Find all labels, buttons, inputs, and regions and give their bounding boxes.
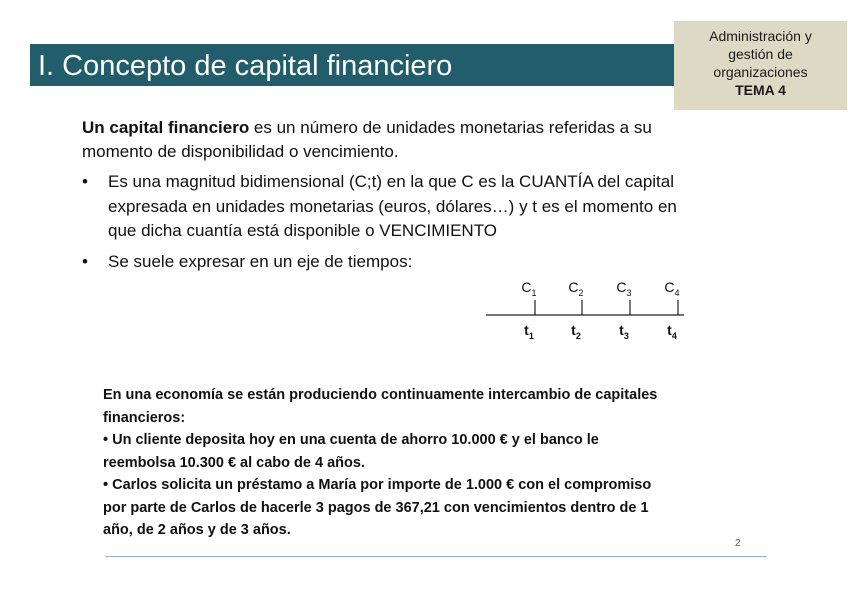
example-intro: En una economía se están produciendo continuamente intercambio de capitales financieros:: [103, 387, 658, 426]
slide-title: I. Concepto de capital financiero: [38, 50, 453, 82]
time-label: $t_3$: [619, 322, 629, 341]
footer-divider: [105, 556, 767, 557]
intro-bold-term: Un capital financiero: [82, 118, 250, 137]
example-item-deposit: • Un cliente deposita hoy en una cuenta de ahorro 10.000 € y el banco le reembolsa 10.300 € al cabo de 4 años.: [103, 432, 599, 471]
bullet-dot: •: [82, 252, 88, 271]
bullet-dot: •: [82, 172, 88, 191]
course-tema: TEMA 4: [735, 82, 786, 98]
page-number: 2: [735, 538, 741, 549]
capital-label: $C_2$: [568, 279, 584, 298]
intro-paragraph: [82, 116, 692, 164]
example-block: [103, 384, 663, 542]
bullet-item-magnitud: [82, 170, 692, 244]
capital-label: $C_1$: [521, 279, 537, 298]
time-label: $t_2$: [571, 322, 581, 341]
bullet-text: Es una magnitud bidimensional (C;t) en la que C es la CUANTÍA del capital expresada en unidades monetarias (euros, dólares…) y t es el momento en que dicha cuantía está disponible o VENCIMIENTO: [108, 172, 677, 240]
intro-text: es un número de unidades monetarias referidas a su momento de disponibilidad o vencimiento.: [82, 118, 652, 161]
course-line-2: gestión de: [728, 46, 793, 62]
capital-label: $C_4$: [664, 279, 680, 298]
capital-label: $C_3$: [616, 279, 632, 298]
time-axis-diagram: [480, 276, 690, 346]
time-label: $t_4$: [667, 322, 677, 341]
course-line-3: organizaciones: [713, 64, 808, 80]
bullet-item-eje: [82, 250, 692, 275]
axis-marks: [521, 279, 679, 341]
course-line-1: Administración y: [709, 28, 812, 44]
course-label-box: [674, 21, 847, 110]
bullet-text: Se suele expresar en un eje de tiempos:: [108, 252, 413, 271]
example-item-loan: • Carlos solicita un préstamo a María por importe de 1.000 € con el compromiso por parte de Carlos de hacerle 3 pagos de 367,21 con vencimientos dentro de 1 año, de 2 años y de 3 años.: [103, 477, 652, 538]
time-label: $t_1$: [524, 322, 534, 341]
